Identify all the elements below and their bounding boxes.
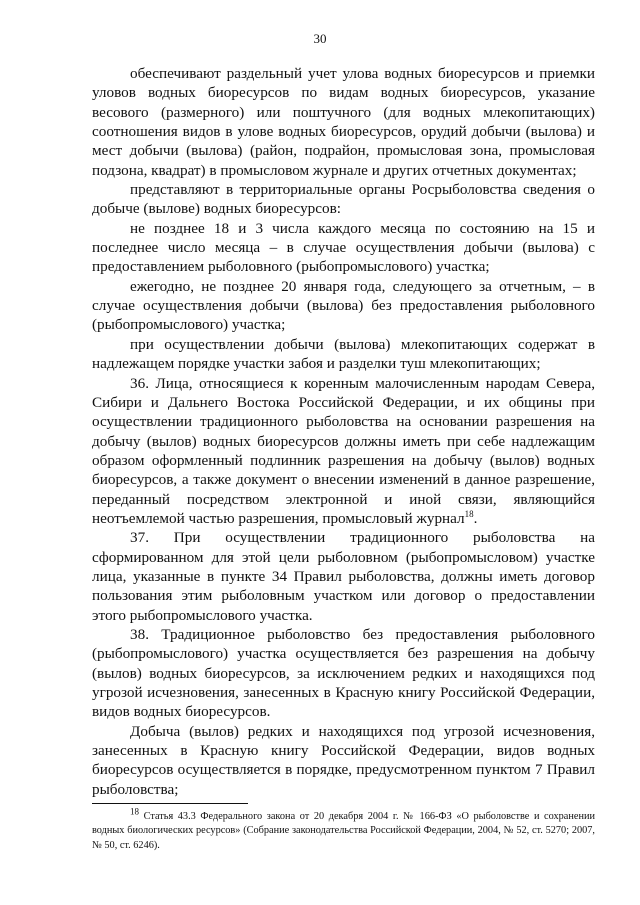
paragraph-record-keeping: обеспечивают раздельный учет улова водных биоресурсов и приемки уловов водных биоресурсов по видам водных биоресурсов, указание весового (размерного) или поштучного (для водных млекопитающих) соотношения видов в улове водных биоресурсов, орудий добычи (вылова) и мест добычи (вылова) (район, подрайон, промысловая зона, промысловая подзона, квадрат) в промысловом журнале и других отчетных документах; xyxy=(92,65,595,179)
footnote-text: Статья 43.3 Федерального закона от 20 декабря 2004 г. № 166-ФЗ «О рыболовстве и сохранении водных биологических ресурсов» (Собрание законодательства Российской Федерации, 2004, № 52, ст. 5270; 2007, № 50, ст. 6246). xyxy=(92,811,595,851)
footnote-separator xyxy=(92,803,248,804)
item-36-text: 36. Лица, относящиеся к коренным малочисленным народам Севера, Сибири и Дальнего Востока Российской Федерации, и их общины при осуществлении традиционного рыболовства на основании разрешения на добычу (вылов) водных биоресурсов должны иметь при себе надлежащим образом оформленный подлинник разрешения на добычу (вылов) водных биоресурсов, а также документ о внесении изменений в данное разрешение, переданный посредством электронной и иной связи, являющийся неотъемлемой частью разрешения, промысловый журнал xyxy=(92,374,595,527)
paragraph-item-36: 36. Лица, относящиеся к коренным малочисленным народам Севера, Сибири и Дальнего Востока Российской Федерации, и их общины при осуществлении традиционного рыболовства на основании разрешения на добычу (вылов) водных биоресурсов должны иметь при себе надлежащим образом оформленный подлинник разрешения на добычу (вылов) водных биоресурсов, а также документ о внесении изменений в данное разрешение, переданный посредством электронной и иной связи, являющийся неотъемлемой частью разрешения, промысловый журнал$^{18}$. xyxy=(92,374,595,527)
footnote-number: 18 xyxy=(130,806,139,817)
paragraph-annual-reporting: ежегодно, не позднее 20 января года, следующего за отчетным, – в случае осуществления добычи (вылова) без предоставления рыболовного (рыбопромыслового) участка; xyxy=(92,277,595,334)
paragraph-rare-species: Добыча (вылов) редких и находящихся под угрозой исчезновения, занесенных в Красную книгу Российской Федерации, видов водных биоресурсов осуществляется в порядке, предусмотренном пунктом 7 Правил рыболовства; xyxy=(92,722,595,798)
page-number: 30 xyxy=(313,31,327,46)
paragraph-mammal-slaughter: при осуществлении добычи (вылова) млекопитающих содержат в надлежащем порядке участки забоя и разделки туш млекопитающих; xyxy=(92,335,595,373)
paragraph-reporting-intro: представляют в территориальные органы Росрыболовства сведения о добыче (вылове) водных биоресурсов: xyxy=(92,181,595,218)
paragraph-monthly-reporting: не позднее 18 и 3 числа каждого месяца по состоянию на 15 и последнее число месяца – в случае осуществления добычи (вылова) с предоставлением рыболовного (рыбопромыслового) участка; xyxy=(92,219,595,276)
document-body xyxy=(92,64,595,799)
paragraph-item-37: 37. При осуществлении традиционного рыболовства на сформированном для этой цели рыболовном (рыбопромысловом) участке лица, указанные в пункте 34 Правил рыболовства, должны иметь договор пользования этим рыболовным участком или договор о предоставлении этого рыбопромыслового участка. xyxy=(92,529,595,624)
footnote-reference[interactable]: 18 xyxy=(464,508,474,519)
footnote xyxy=(92,806,595,853)
paragraph-item-38: 38. Традиционное рыболовство без предоставления рыболовного (рыбопромыслового) участка осуществляется без разрешения на добычу (вылов) водных биоресурсов, за исключением редких и находящихся под угрозой исчезновения, занесенных в Красную книгу Российской Федерации, видов водных биоресурсов. xyxy=(92,625,595,721)
